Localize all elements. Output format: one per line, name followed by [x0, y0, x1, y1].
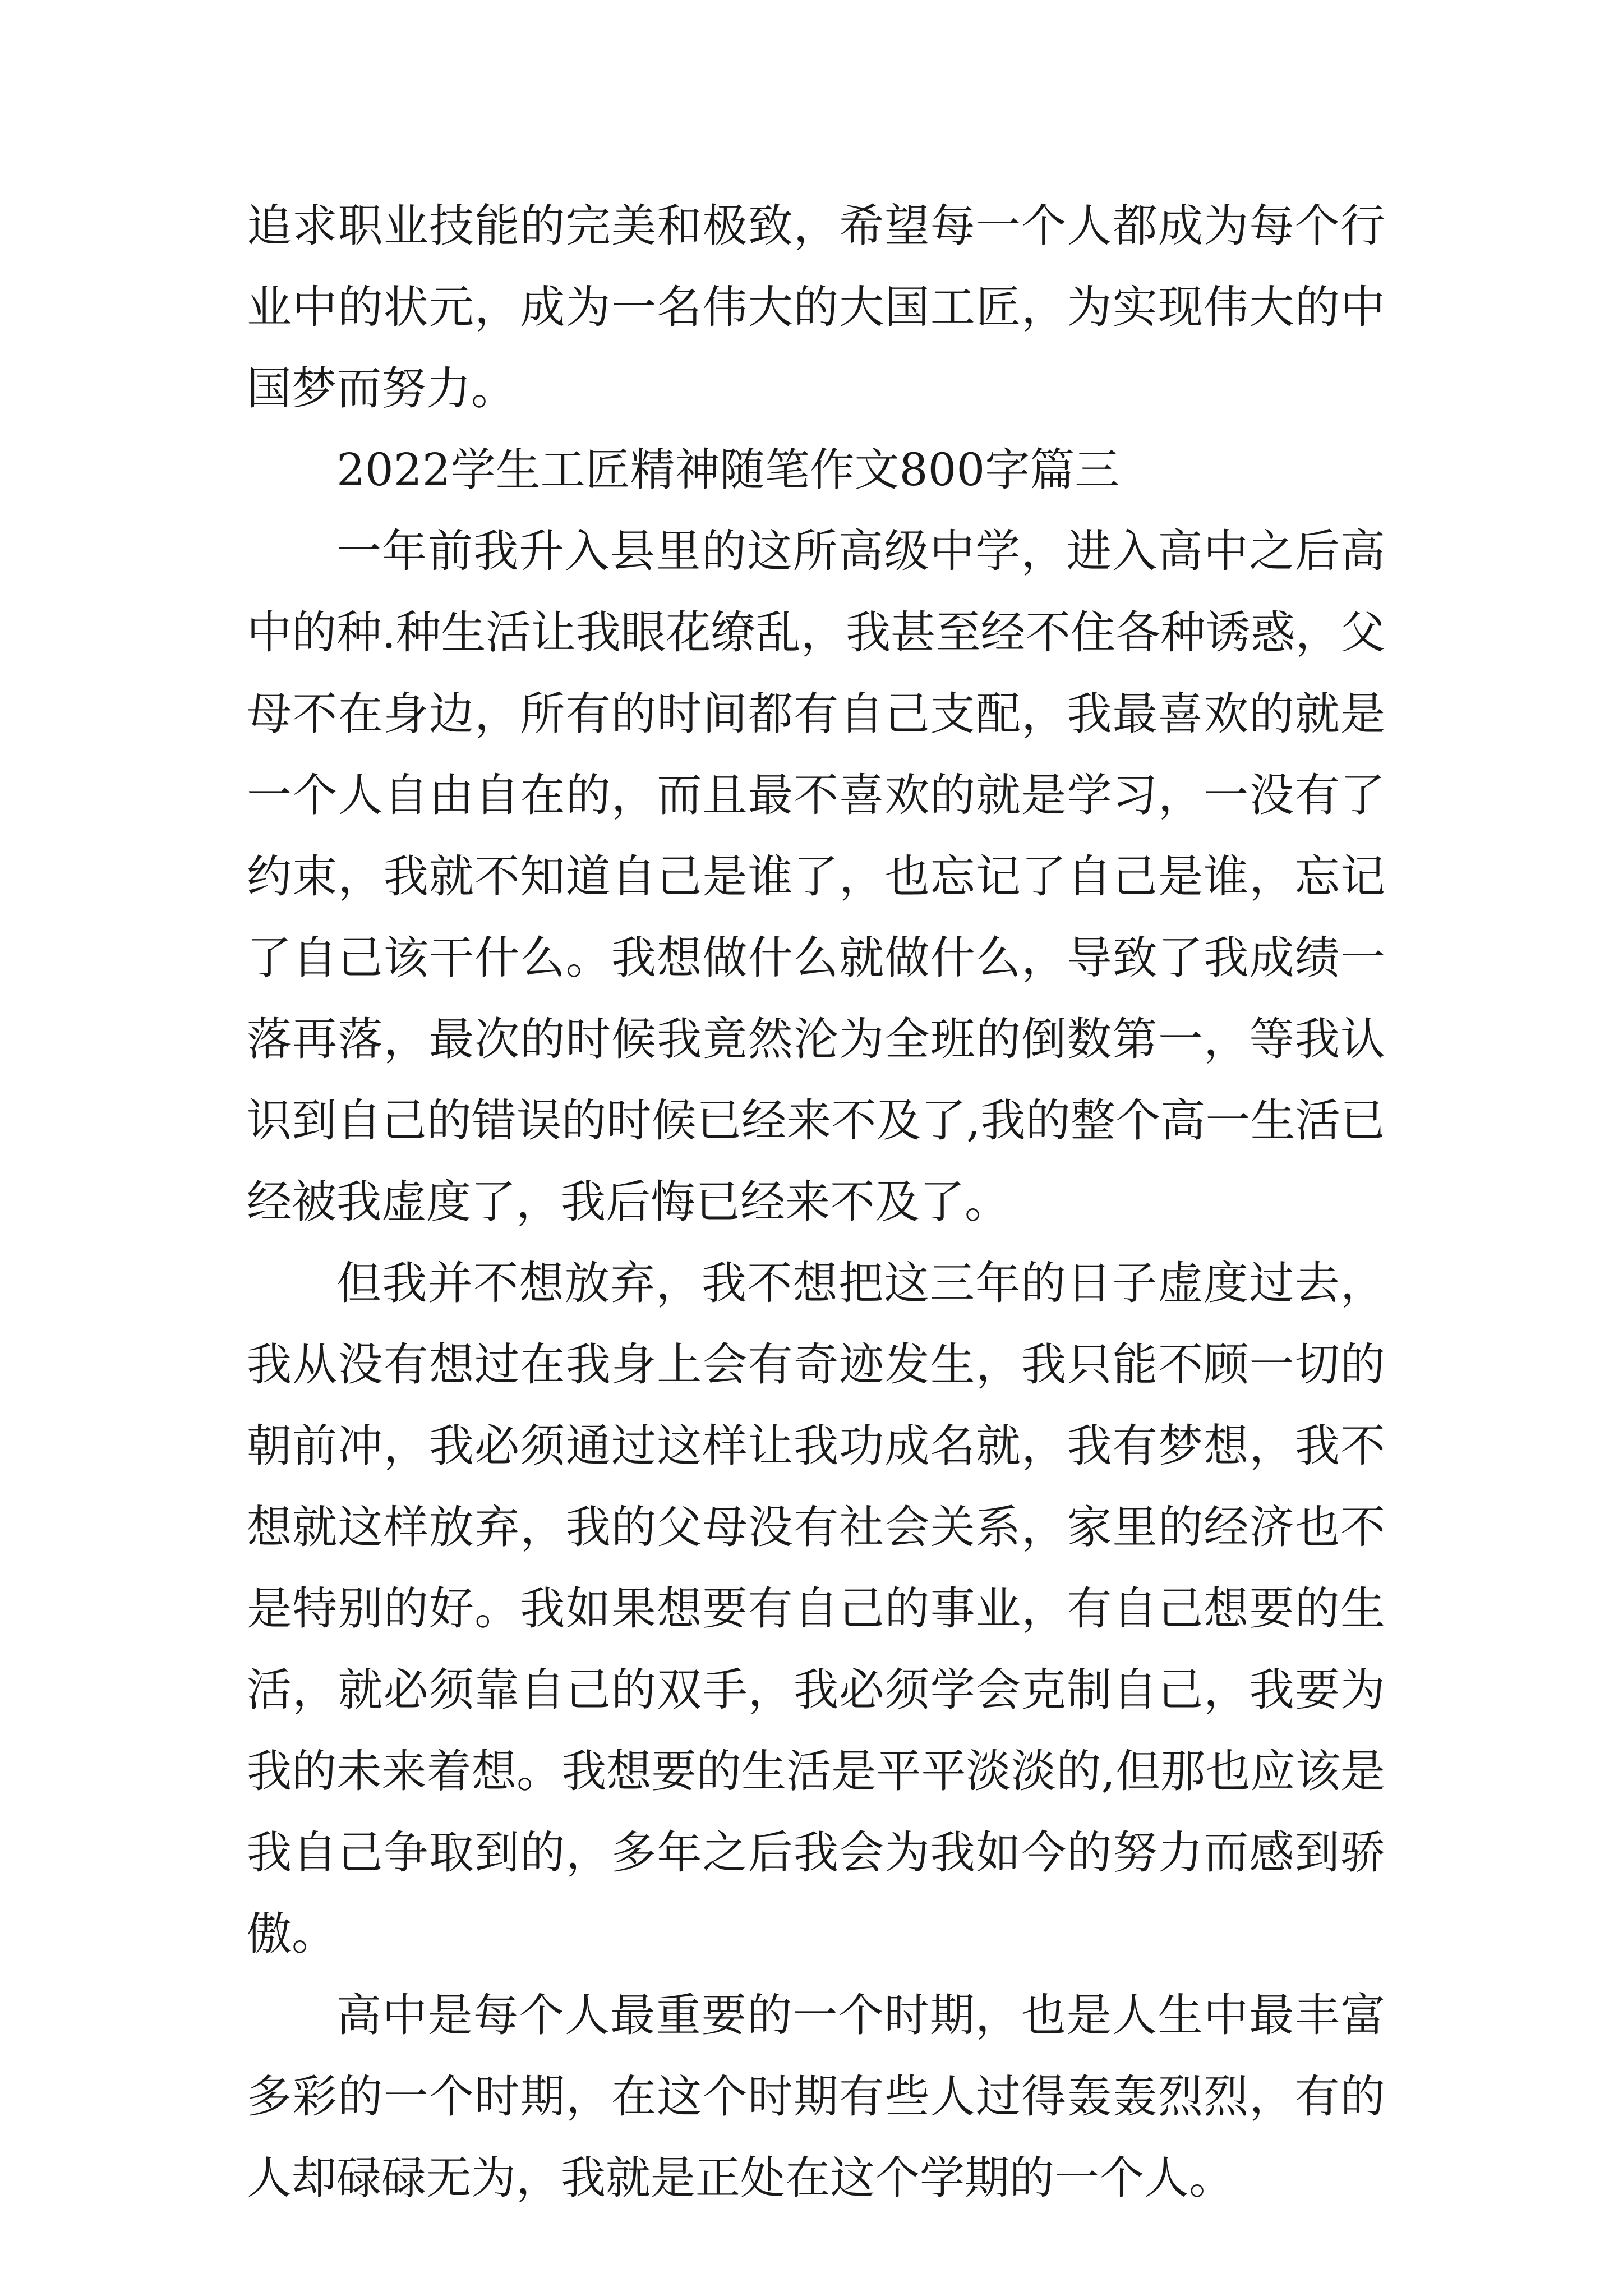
paragraph-high-school-period: 高中是每个人最重要的一个时期，也是人生中最丰富多彩的一个时期，在这个时期有些人过得轰轰烈烈，有的人却碌碌无为，我就是正处在这个学期的一个人。 — [247, 1989, 1385, 2204]
paragraph-high-school-start: 一年前我升入县里的这所高级中学，进入高中之后高中的种.种生活让我眼花缭乱，我甚至经不住各种诱惑，父母不在身边，所有的时间都有自己支配，我最喜欢的就是一个人自由自在的，而且最不喜欢的就是学习，一没有了约束，我就不知道自己是谁了，也忘记了自己是谁，忘记了自己该干什么。我想做什么就做什么，导致了我成绩一落再落，最次的时候我竟然沦为全班的倒数第一，等我认识到自己的错误的时候已经来不及了,我的整个高一生活已经被我虚度了，我后悔已经来不及了。 — [247, 525, 1385, 1228]
paragraph-continuation: 追求职业技能的完美和极致，希望每一个人都成为每个行业中的状元，成为一名伟大的大国工匠，为实现伟大的中国梦而努力。 — [247, 200, 1385, 415]
paragraph-not-give-up: 但我并不想放弃，我不想把这三年的日子虚度过去，我从没有想过在我身上会有奇迹发生，我只能不顾一切的朝前冲，我必须通过这样让我功成名就，我有梦想，我不想就这样放弃，我的父母没有社会关系，家里的经济也不是特别的好。我如果想要有自己的事业，有自己想要的生活，就必须靠自己的双手，我必须学会克制自己，我要为我的未来着想。我想要的生活是平平淡淡的,但那也应该是我自己争取到的，多年之后我会为我如今的努力而感到骄傲。 — [247, 1257, 1385, 1960]
document-body — [247, 185, 1385, 2219]
section-heading: 2022学生工匠精神随笔作文800字篇三 — [336, 444, 1120, 496]
